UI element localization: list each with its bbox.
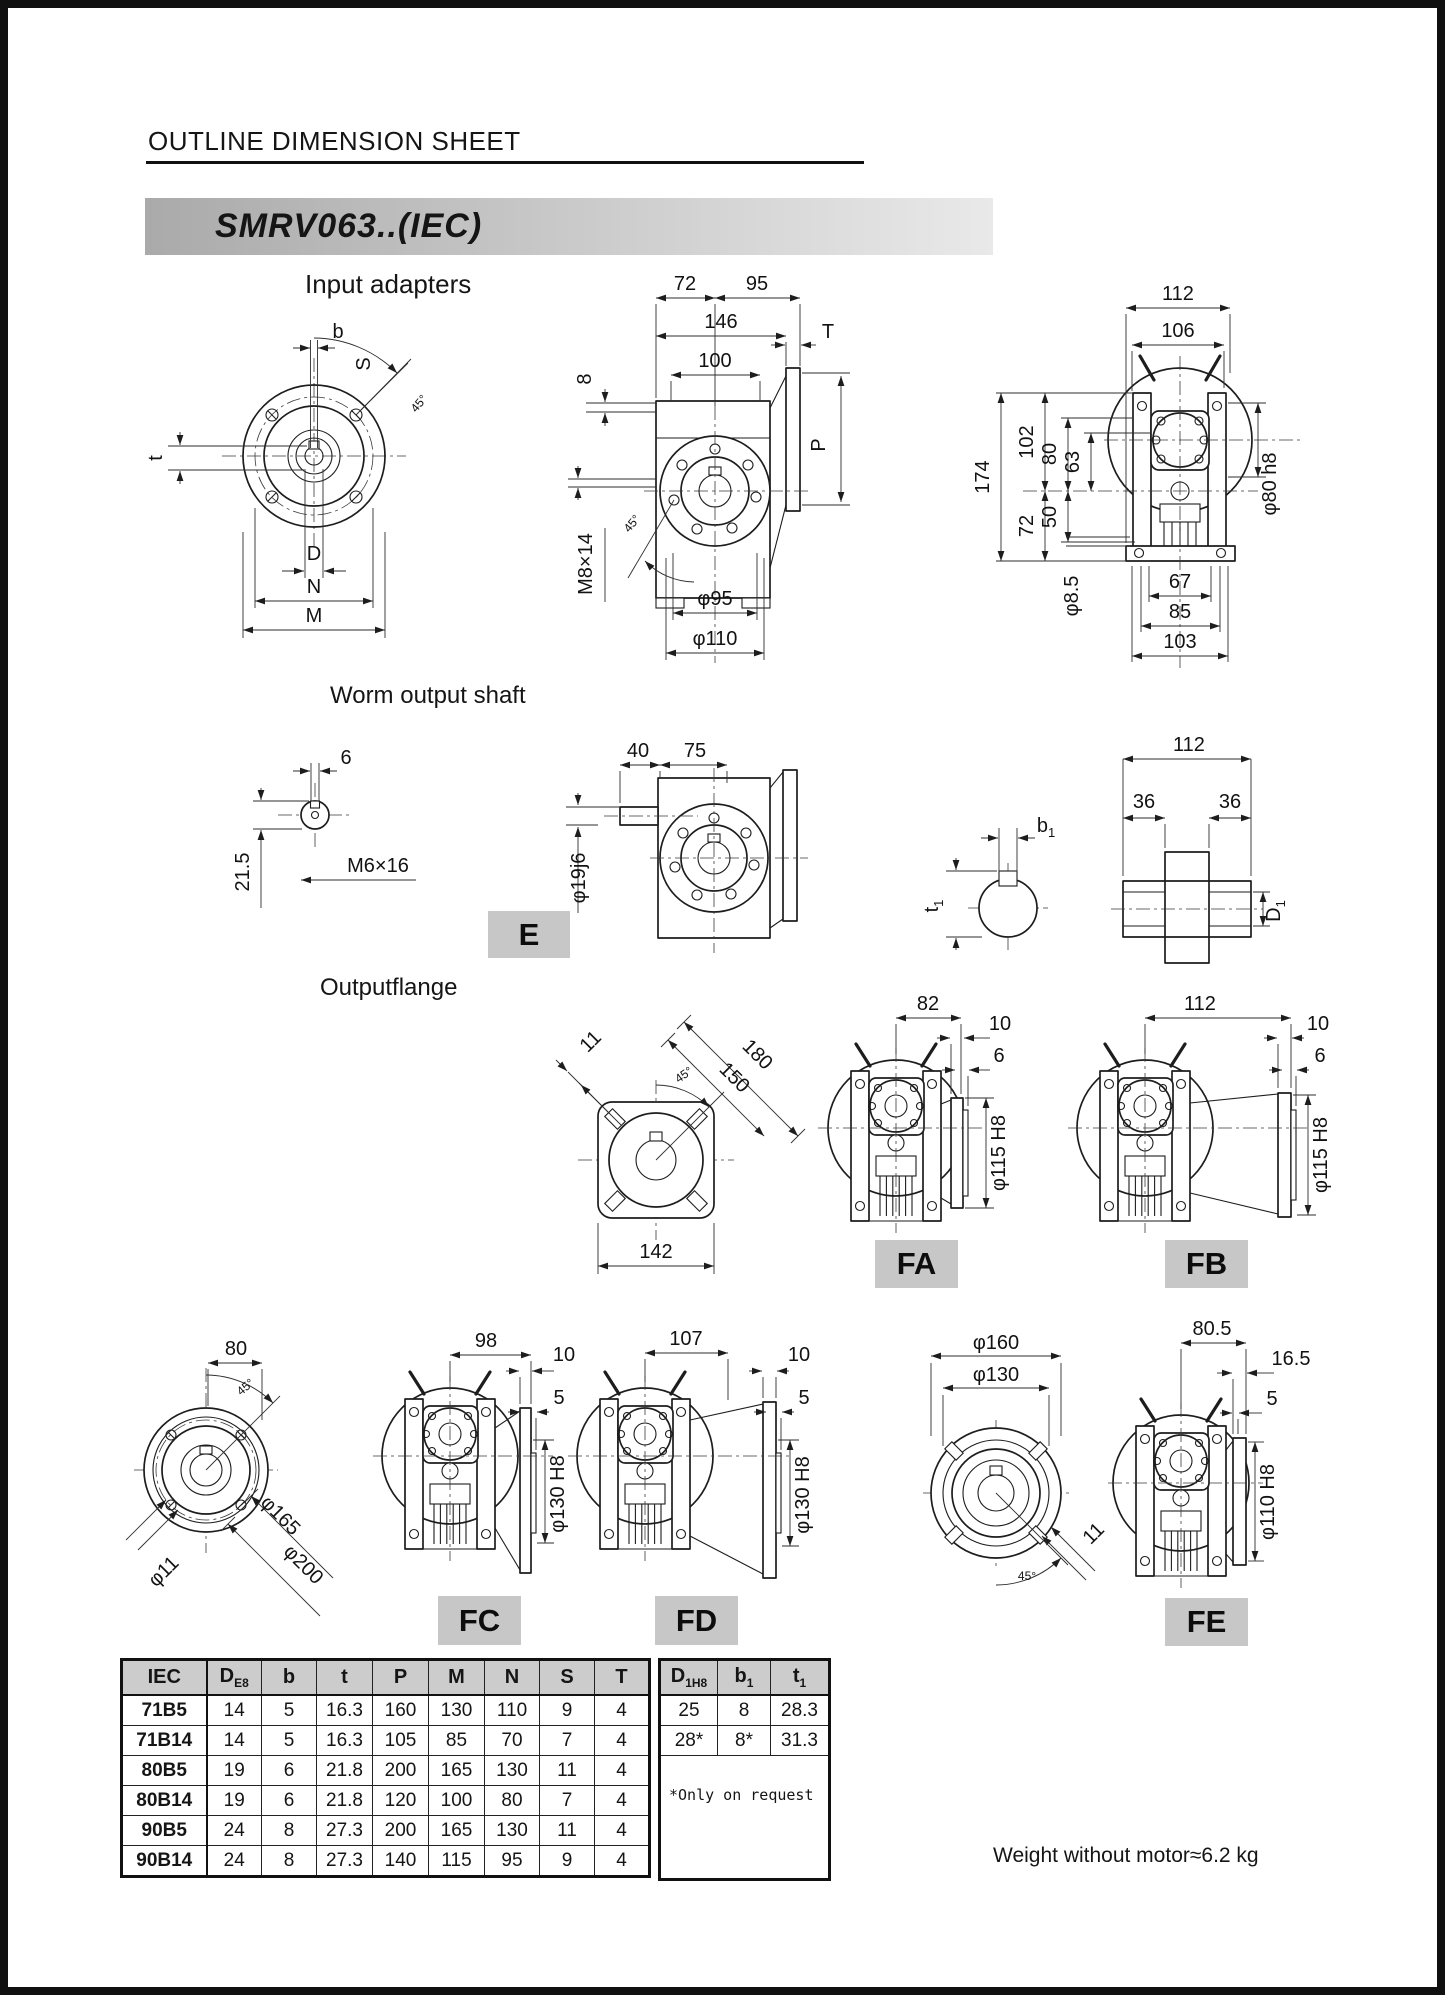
dim-label: 174 [972, 460, 994, 494]
dim-label: 72 [673, 273, 697, 295]
dim-label: 45° [620, 511, 644, 535]
model-name: SMRV063..(IEC) [215, 207, 483, 245]
dim-label: 112 [1173, 734, 1205, 756]
dim-label: 10 [787, 1344, 811, 1366]
dim-label: φ80 h8 [1259, 452, 1281, 516]
column-header: N [485, 1660, 540, 1696]
dim-label: 80.5 [1192, 1318, 1232, 1340]
dim-label: 85 [1168, 601, 1192, 623]
dim-label: 45° [407, 391, 431, 415]
dim-label: 100 [698, 350, 732, 372]
badge-fa: FA [875, 1240, 958, 1288]
dim-label: 10 [988, 1013, 1012, 1035]
drawing-adapter-side [568, 273, 850, 663]
table-row: 71B14 14 5 16.3 105 85 70 7 4 [122, 1726, 650, 1756]
dim-label: 107 [669, 1328, 703, 1350]
dim-label: M6×16 [347, 855, 409, 877]
dim-label: φ200 [279, 1540, 328, 1589]
dim-label: N [306, 576, 322, 598]
dim-label: D [306, 543, 322, 565]
drawing-fe-side [1108, 1318, 1310, 1588]
drawing-fa [818, 993, 1011, 1233]
table-row: 25 8 28.3 [660, 1695, 830, 1726]
dim-label: φ165 [256, 1491, 305, 1540]
column-header: S [540, 1660, 595, 1696]
column-header: $b_1$ [718, 1660, 771, 1696]
dim-label: φ19j6 [568, 852, 590, 904]
dim-label: 75 [683, 740, 707, 762]
dim-label: 50 [1039, 505, 1061, 529]
dim-label: 16.5 [1271, 1348, 1311, 1370]
dim-label: 80 [1039, 442, 1061, 466]
dim-label: 98 [474, 1330, 498, 1352]
dim-label: 6 [993, 1045, 1005, 1067]
dim-label: t [145, 455, 167, 461]
dim-label: M8×14 [575, 533, 597, 595]
dim-label: φ8.5 [1061, 575, 1083, 617]
dim-label: 82 [916, 993, 940, 1015]
drawing-fd [568, 1328, 814, 1578]
dim-label: φ110 [692, 628, 738, 650]
drawing-fb [1068, 993, 1332, 1233]
dimension-tables [120, 1658, 831, 1881]
dim-label: 6 [1314, 1045, 1326, 1067]
dim-label: 10 [1306, 1013, 1330, 1035]
dim-label: 63 [1062, 450, 1084, 474]
badge-fe: FE [1165, 1598, 1248, 1646]
drawing-hollow-shaft [1111, 734, 1288, 963]
dim-label: 5 [553, 1387, 565, 1409]
dim-label: 36 [1218, 791, 1242, 813]
dim-label: 67 [1168, 571, 1192, 593]
drawing-key-section [921, 815, 1055, 950]
dim-label: 112 [1162, 283, 1194, 305]
dim-label: 5 [798, 1387, 810, 1409]
table-row: 90B14 24 8 27.3 140 115 95 9 4 [122, 1846, 650, 1877]
drawing-adapter-flange-front [145, 321, 430, 638]
dim-label: 45° [672, 1063, 696, 1086]
column-header: b [262, 1660, 317, 1696]
dim-label: $t_1$ [921, 899, 946, 913]
iec-adapter-table [120, 1658, 651, 1878]
dim-label: P [808, 438, 830, 452]
dim-label: $b_1$ [1036, 815, 1056, 840]
output-shaft-table [658, 1658, 831, 1881]
dim-label: 36 [1132, 791, 1156, 813]
dim-label: 142 [639, 1241, 673, 1263]
dim-label: 8 [574, 373, 596, 385]
dim-label: 180 [737, 1035, 777, 1075]
dim-label: φ130 H8 [792, 1456, 814, 1534]
column-header: $t_1$ [771, 1660, 830, 1696]
badge-fd: FD [655, 1596, 738, 1645]
section-worm-output-shaft: Worm output shaft [330, 682, 526, 709]
column-header: T [595, 1660, 650, 1696]
dim-label: φ115 H8 [1310, 1117, 1332, 1193]
dim-label: 102 [1016, 425, 1038, 459]
table-row: 80B5 19 6 21.8 200 165 130 11 4 [122, 1756, 650, 1786]
weight-note: Weight without motor≈6.2 kg [993, 1844, 1259, 1867]
drawing-output-flange-front [556, 1015, 805, 1274]
dim-label: 72 [1016, 514, 1038, 538]
dim-label: 106 [1161, 320, 1195, 342]
dim-label: 112 [1184, 993, 1216, 1015]
dim-label: φ130 H8 [547, 1455, 569, 1533]
dim-label: 40 [626, 740, 650, 762]
dim-label: 10 [552, 1344, 576, 1366]
badge-fc: FC [438, 1596, 521, 1645]
dim-label: S [353, 357, 375, 371]
dim-label: 21.5 [232, 852, 254, 892]
dim-label: 6 [340, 747, 352, 769]
dim-label: $D_1$ [1263, 900, 1288, 922]
dim-label: 11 [1078, 1518, 1109, 1549]
dim-label: φ160 [972, 1332, 1020, 1354]
dim-label: 150 [714, 1058, 754, 1098]
dim-label: φ95 [697, 588, 733, 610]
drawing-worm-shaft-side [566, 740, 808, 953]
section-output-flange: Outputflange [320, 974, 458, 1001]
column-header: IEC [122, 1660, 207, 1696]
dim-label: 5 [1266, 1388, 1278, 1410]
dim-label: 45° [1017, 1569, 1037, 1583]
dim-label: 95 [745, 273, 769, 295]
dim-label: b [332, 321, 344, 343]
column-header: t [317, 1660, 373, 1696]
drawing-shaft-end [232, 747, 416, 908]
section-input-adapters: Input adapters [305, 269, 472, 299]
dim-label: 103 [1163, 631, 1197, 653]
drawing-fc [373, 1330, 575, 1573]
dim-label: M [305, 605, 323, 627]
table-row: 80B14 19 6 21.8 120 100 80 7 4 [122, 1786, 650, 1816]
dim-label: φ110 H8 [1257, 1464, 1279, 1540]
column-header: $D_{1H8}$ [660, 1660, 718, 1696]
table-row [660, 1756, 830, 1880]
dim-label: φ11 [144, 1552, 184, 1592]
table-row: 28* 8* 31.3 [660, 1726, 830, 1756]
page-title: OUTLINE DIMENSION SHEET [148, 126, 521, 156]
column-header: $D_{E8}$ [207, 1660, 262, 1696]
only-on-request-note: *Only on request [669, 1786, 814, 1804]
dim-label: φ115 H8 [988, 1115, 1010, 1191]
column-header: M [429, 1660, 485, 1696]
badge-e: E [488, 911, 570, 958]
dim-label: 11 [575, 1026, 606, 1057]
dim-label: 146 [704, 311, 738, 333]
badge-fb: FB [1165, 1240, 1248, 1288]
table-row: 71B5 14 5 16.3 160 130 110 9 4 [122, 1695, 650, 1726]
dim-label: 45° [233, 1375, 257, 1399]
dim-label: φ130 [972, 1364, 1020, 1386]
dim-label: T [821, 321, 835, 343]
table-row: 90B5 24 8 27.3 200 165 130 11 4 [122, 1816, 650, 1846]
column-header: P [373, 1660, 429, 1696]
drawing-fe-flange [923, 1332, 1109, 1585]
drawing-adapter-rear [972, 283, 1300, 668]
drawing-round-flange [126, 1338, 333, 1616]
dim-label: 80 [224, 1338, 248, 1360]
